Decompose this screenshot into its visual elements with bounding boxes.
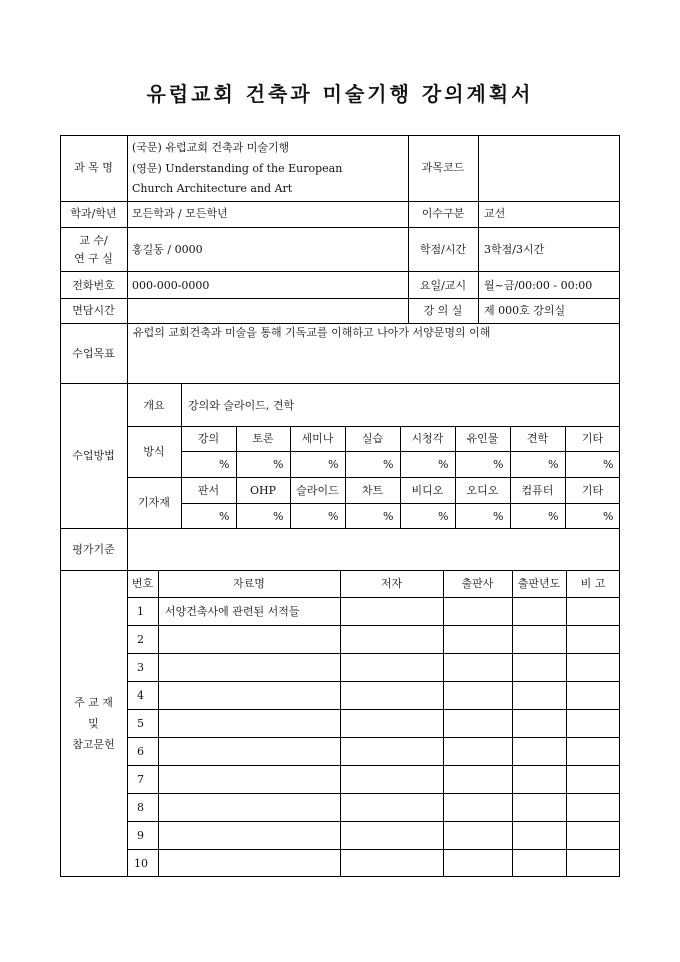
equipment-name: 슬라이드	[296, 484, 339, 497]
objective-value: 유럽의 교회건축과 미술을 통해 기독교를 이해하고 나아가 서양문명의 이해	[133, 326, 491, 339]
ref-header-publisher: 출판사	[461, 577, 494, 590]
ref-row-no: 5	[137, 717, 144, 730]
grid-line	[127, 477, 620, 478]
method-percent: %	[273, 458, 284, 471]
overview-label: 개요	[143, 399, 165, 412]
textbook-label-3: 참고문헌	[72, 738, 115, 751]
credit-hours-value: 3학점/3시간	[484, 243, 545, 256]
method-percent: %	[548, 458, 559, 471]
grid-line	[127, 765, 620, 766]
grid-line	[60, 227, 620, 228]
room-label: 강 의 실	[423, 304, 463, 317]
grid-line	[60, 383, 620, 384]
textbook-label-2: 및	[88, 717, 99, 730]
equipment-name: OHP	[249, 484, 276, 497]
method-name: 유인물	[466, 432, 499, 445]
ref-row-no: 1	[137, 605, 144, 618]
ref-row-no: 2	[137, 633, 144, 646]
grid-line	[127, 653, 620, 654]
method-name: 견학	[526, 432, 549, 445]
ref-header-name: 자료명	[233, 577, 265, 590]
professor-label: 교 수/	[79, 234, 108, 247]
equipment-percent: %	[603, 510, 614, 523]
course-name-label: 과 목 명	[74, 161, 113, 174]
ref-header-year: 출판년도	[517, 577, 561, 590]
equipment-name: 차트	[361, 484, 384, 497]
overview-value: 강의와 슬라이드, 견학	[188, 399, 295, 412]
grid-line	[60, 201, 620, 202]
ref-row-no: 7	[137, 773, 144, 786]
evaluation-label: 평가기준	[72, 543, 115, 556]
equipment-percent: %	[383, 510, 394, 523]
grid-line	[512, 570, 513, 877]
grid-line	[127, 821, 620, 822]
method-percent: %	[219, 458, 230, 471]
equipment-percent: %	[328, 510, 339, 523]
textbook-label-1: 주 교 재	[74, 696, 113, 709]
category-value: 교선	[484, 207, 506, 220]
grid-line	[478, 135, 479, 323]
method-name: 세미나	[301, 432, 334, 445]
course-name-en-1: (영문) Understanding of the European	[132, 162, 343, 175]
phone-value: 000-000-0000	[132, 279, 210, 292]
professor-value: 홍길동 / 0000	[132, 243, 203, 256]
ref-row-no: 6	[137, 745, 144, 758]
grid-line	[443, 570, 444, 877]
equipment-name: 비디오	[411, 484, 444, 497]
grid-line	[127, 625, 620, 626]
method-name: 실습	[361, 432, 384, 445]
office-label: 연 구 실	[74, 252, 113, 265]
dept-year-value: 모든학과 / 모든학년	[132, 207, 228, 220]
equipment-percent: %	[273, 510, 284, 523]
credit-hours-label: 학점/시간	[419, 243, 467, 256]
method-percent: %	[493, 458, 504, 471]
grid-line	[60, 528, 620, 529]
equipment-name: 판서	[197, 484, 220, 497]
grid-line	[127, 681, 620, 682]
ref-header-author: 저자	[380, 577, 403, 590]
grid-line	[127, 737, 620, 738]
grid-line	[60, 298, 620, 299]
ref-row-name: 서양건축사에 관련된 서적들	[165, 605, 300, 618]
equipment-percent: %	[493, 510, 504, 523]
ref-header-note: 비 고	[580, 577, 606, 590]
day-period-label: 요일/교시	[419, 279, 467, 292]
grid-line	[127, 793, 620, 794]
ref-row-no: 4	[137, 689, 144, 702]
equipment-name: 기타	[581, 484, 604, 497]
grid-line	[127, 849, 620, 850]
equipment-name: 컴퓨터	[521, 484, 554, 497]
method-name: 강의	[197, 432, 220, 445]
ref-row-no: 3	[137, 661, 144, 674]
method-percent: %	[603, 458, 614, 471]
page-title: 유럽교회 건축과 미술기행 강의계획서	[146, 82, 534, 106]
course-code-label: 과목코드	[421, 161, 465, 174]
method-percent: %	[328, 458, 339, 471]
category-label: 이수구분	[421, 207, 465, 220]
method-label: 수업방법	[72, 449, 115, 462]
grid-line	[127, 597, 620, 598]
objective-label: 수업목표	[72, 347, 115, 360]
equipment-percent: %	[548, 510, 559, 523]
grid-line	[158, 570, 159, 877]
grid-line	[340, 570, 341, 877]
consult-label: 면담시간	[72, 304, 115, 317]
grid-line	[127, 426, 620, 427]
method-percent: %	[438, 458, 449, 471]
course-name-en-2: Church Architecture and Art	[132, 182, 293, 195]
equipment-name: 오디오	[466, 484, 499, 497]
grid-line	[60, 271, 620, 272]
grid-line	[566, 570, 567, 877]
ref-row-no: 9	[137, 829, 144, 842]
style-label: 방식	[143, 445, 165, 458]
grid-line	[181, 383, 182, 528]
equipment-percent: %	[438, 510, 449, 523]
method-name: 토론	[252, 432, 274, 445]
ref-row-no: 10	[134, 857, 148, 870]
day-period-value: 월~금/00:00 - 00:00	[484, 279, 593, 292]
course-name-kr: (국문) 유럽교회 건축과 미술기행	[132, 141, 290, 154]
ref-row-no: 8	[137, 801, 144, 814]
grid-line	[60, 323, 620, 324]
equipment-label: 기자재	[138, 496, 170, 509]
room-value: 제 000호 강의실	[484, 304, 566, 317]
equipment-percent: %	[219, 510, 230, 523]
method-name: 기타	[581, 432, 604, 445]
method-percent: %	[383, 458, 394, 471]
method-name: 시청각	[411, 432, 444, 445]
ref-header-no: 번호	[131, 577, 154, 590]
grid-line	[127, 709, 620, 710]
phone-label: 전화번호	[72, 279, 115, 292]
dept-year-label: 학과/학년	[70, 207, 117, 220]
